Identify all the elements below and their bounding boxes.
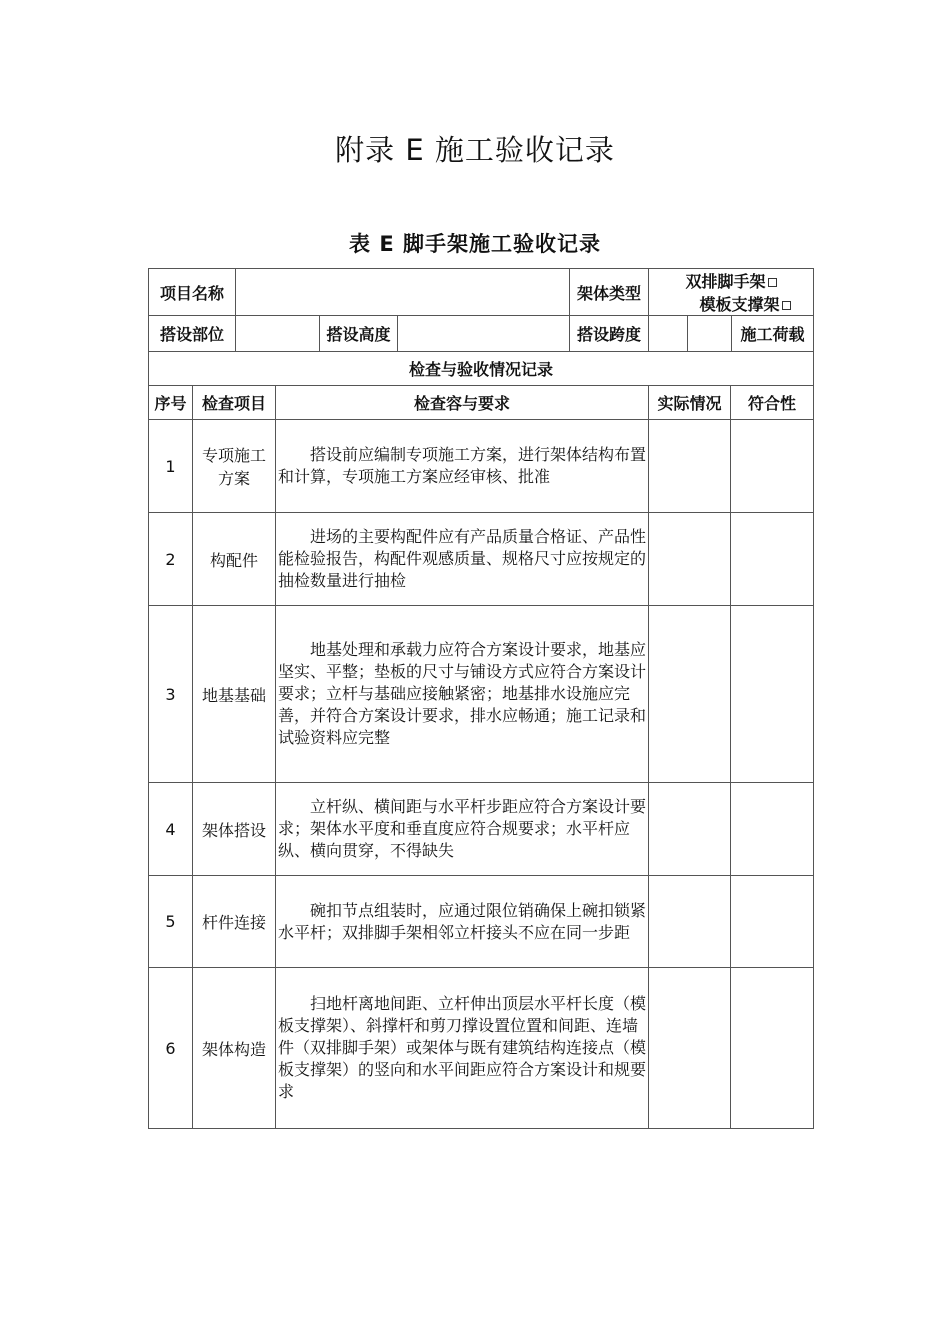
row-item: 专项施工方案 [193,420,276,513]
row-conformity[interactable] [731,606,814,783]
table-row [149,606,814,783]
table-row [149,783,814,876]
row-conformity[interactable] [731,876,814,968]
table-row [149,968,814,1129]
row-content: 进场的主要构配件应有产品质量合格证、产品性能检验报告，构配件观感质量、规格尺寸应按规定的抽检数量进行抽检 [276,513,649,606]
frame-type-option-1-label: 双排脚手架 [685,272,766,291]
row-content: 扫地杆离地间距、立杆伸出顶层水平杆长度（模板支撑架）、斜撑杆和剪刀撑设置位置和间距、连墙件（双排脚手架）或架体与既有建筑结构连接点（模板支撑架）的竖向和水平间距应符合方案设计和规要求 [276,968,649,1129]
construction-load-label: 施工荷载 [740,325,805,344]
frame-type-options [649,269,814,316]
column-header-row [149,386,814,420]
row-item: 构配件 [193,513,276,606]
row-no: 5 [149,876,193,968]
row-no: 1 [149,420,193,513]
section-title: 检查与验收情况记录 [149,352,814,386]
col-header-no: 序号 [149,386,193,420]
page-title: 附录 E 施工验收记录 [335,133,615,167]
frame-type-option-formwork[interactable] [700,292,791,315]
checkbox-icon[interactable] [782,301,791,310]
row-actual[interactable] [649,783,731,876]
erect-location-value[interactable] [236,316,320,352]
row-actual[interactable] [649,420,731,513]
project-name-value[interactable] [236,269,570,316]
row-conformity[interactable] [731,783,814,876]
section-row [149,352,814,386]
inspection-table [148,268,814,1129]
table-row [149,513,814,606]
table-title: 表 E 脚手架施工验收记录 [349,232,601,256]
row-no: 2 [149,513,193,606]
row-actual[interactable] [649,513,731,606]
row-conformity[interactable] [731,513,814,606]
checkbox-icon[interactable] [768,278,777,287]
row-content: 碗扣节点组装时，应通过限位销确保上碗扣锁紧水平杆；双排脚手架相邻立杆接头不应在同一步距 [276,876,649,968]
row-item: 杆件连接 [193,876,276,968]
erect-height-value[interactable] [398,316,570,352]
construction-load-label-cell [688,316,814,352]
frame-type-option-double-row[interactable] [686,269,777,292]
row-no: 3 [149,606,193,783]
header-row-2 [149,316,814,352]
row-content: 立杆纵、横间距与水平杆步距应符合方案设计要求；架体水平度和垂直度应符合规要求；水平杆应纵、横向贯穿，不得缺失 [276,783,649,876]
erect-span-label: 搭设跨度 [570,316,649,352]
erect-location-label: 搭设部位 [149,316,236,352]
row-no: 6 [149,968,193,1129]
col-header-actual: 实际情况 [649,386,731,420]
row-actual[interactable] [649,876,731,968]
erect-height-label: 搭设高度 [320,316,398,352]
col-header-content: 检查容与要求 [276,386,649,420]
row-item: 架体构造 [193,968,276,1129]
row-conformity[interactable] [731,420,814,513]
row-item: 架体搭设 [193,783,276,876]
col-header-item: 检查项目 [193,386,276,420]
row-content: 地基处理和承载力应符合方案设计要求，地基应坚实、平整；垫板的尺寸与铺设方式应符合方案设计要求；立杆与基础应接触紧密；地基排水设施应完善，并符合方案设计要求，排水应畅通；施工记录和试验资料应完整 [276,606,649,783]
row-actual[interactable] [649,968,731,1129]
row-conformity[interactable] [731,968,814,1129]
row-item: 地基基础 [193,606,276,783]
project-name-label: 项目名称 [149,269,236,316]
header-row-1 [149,269,814,316]
row-no: 4 [149,783,193,876]
row-content: 搭设前应编制专项施工方案，进行架体结构布置和计算，专项施工方案应经审核、批准 [276,420,649,513]
table-row [149,420,814,513]
frame-type-option-2-label: 模板支撑架 [699,295,780,314]
row-actual[interactable] [649,606,731,783]
erect-span-value-extra[interactable] [688,316,732,351]
table-row [149,876,814,968]
frame-type-label: 架体类型 [570,269,649,316]
col-header-conformity: 符合性 [731,386,814,420]
erect-span-value[interactable] [649,316,688,352]
